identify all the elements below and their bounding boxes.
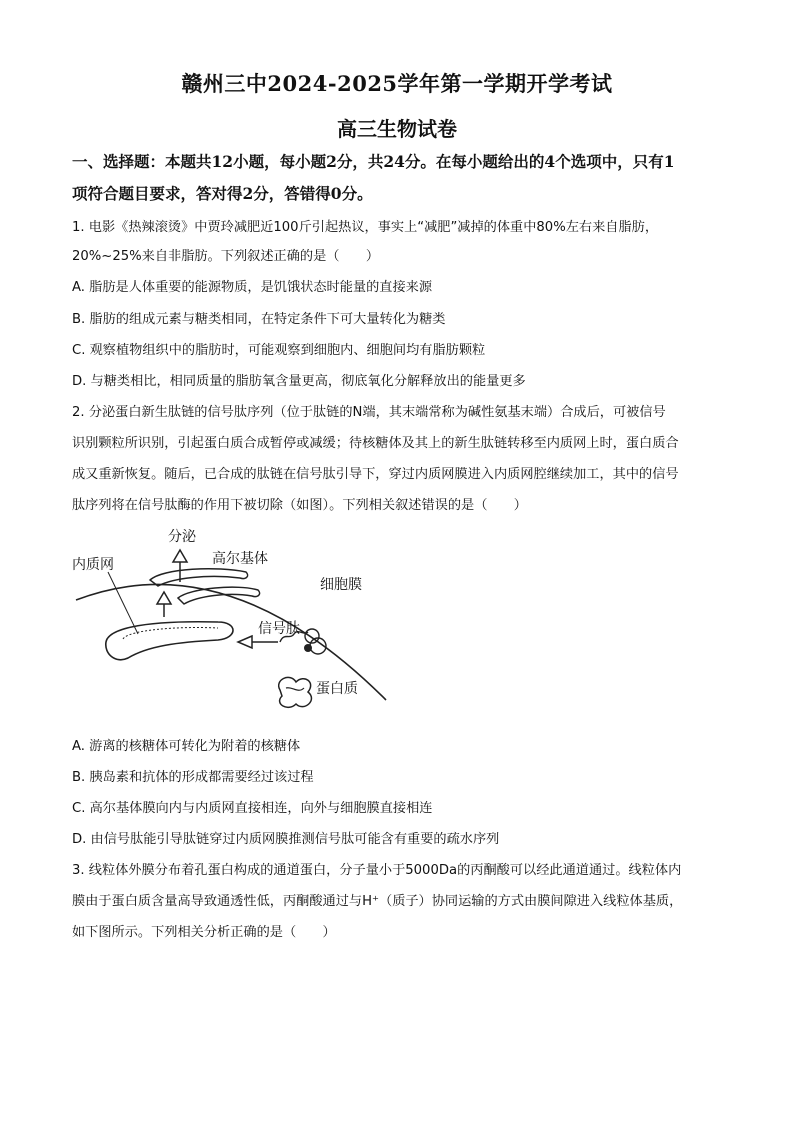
label-secretion: 分泌 — [168, 529, 196, 545]
q2-stem-line1: 2. 分泌蛋白新生肽链的信号肽序列（位于肽链的N端，其末端常称为碱性氨基末端）合成后，可被信号 — [72, 405, 666, 420]
secretion-diagram — [68, 522, 388, 722]
section-heading-line1: 一、选择题：本题共12小题，每小题2分，共24分。在每小题给出的4个选项中，只有1 — [72, 152, 675, 171]
arrow-secretion-head — [173, 550, 187, 562]
er-leader-line — [108, 572, 138, 634]
q1-stem-line2: 20%~25%来自非脂肪。下列叙述正确的是（ ） — [72, 249, 380, 264]
arrow-er-to-golgi-head — [157, 592, 171, 604]
label-golgi: 高尔基体 — [212, 551, 268, 567]
golgi-cisterna-1 — [150, 569, 248, 586]
q1-option-b: B. 脂肪的组成元素与糖类相同，在特定条件下可大量转化为糖类 — [72, 312, 446, 327]
q1-option-c: C. 观察植物组织中的脂肪时，可能观察到细胞内、细胞间均有脂肪颗粒 — [72, 343, 486, 358]
ribosome-dot — [304, 644, 312, 652]
q2-option-c: C. 高尔基体膜向内与内质网直接相连，向外与细胞膜直接相连 — [72, 801, 433, 816]
exam-title: 赣州三中2024-2025学年第一学期开学考试 — [181, 71, 613, 96]
q2-stem-line4: 肽序列将在信号肽酶的作用下被切除（如图）。下列相关叙述错误的是（ ） — [72, 498, 527, 513]
section-heading-line2: 项符合题目要求，答对得2分，答错得0分。 — [72, 184, 373, 203]
q1-stem-line1: 1. 电影《热辣滚烫》中贾玲减肥近100斤引起热议，事实上“减肥”减掉的体重中80%左右来自脂肪， — [72, 220, 659, 235]
q2-option-d: D. 由信号肽能引导肽链穿过内质网膜推测信号肽可能含有重要的疏水序列 — [72, 832, 500, 847]
q2-stem-line2: 识别颗粒所识别，引起蛋白质合成暂停或减缓；待核糖体及其上的新生肽链转移至内质网上时，蛋白质合 — [72, 436, 679, 451]
q1-option-d: D. 与糖类相比，相同质量的脂肪氧含量更高，彻底氧化分解释放出的能量更多 — [72, 374, 526, 389]
protein-blob — [279, 677, 312, 707]
q2-stem-line3: 成又重新恢复。随后，已合成的肽链在信号肽引导下，穿过内质网膜进入内质网腔继续加工，其中的信号 — [72, 467, 679, 482]
exam-subtitle: 高三生物试卷 — [337, 117, 457, 141]
q2-option-a: A. 游离的核糖体可转化为附着的核糖体 — [72, 739, 301, 754]
label-protein: 蛋白质 — [316, 681, 358, 697]
label-signal-peptide: 信号肽 — [258, 621, 300, 637]
golgi-cisterna-2 — [178, 587, 260, 604]
q1-option-a: A. 脂肪是人体重要的能源物质，是饥饿状态时能量的直接来源 — [72, 280, 433, 295]
protein-fold — [286, 688, 304, 691]
q2-option-b: B. 胰岛素和抗体的形成都需要经过该过程 — [72, 770, 314, 785]
q3-stem-line2: 膜由于蛋白质含量高导致通透性低，丙酮酸通过与H⁺（质子）协同运输的方式由膜间隙进入线粒体基质， — [72, 894, 683, 909]
label-er: 内质网 — [72, 557, 114, 573]
arrow-signal-head — [238, 636, 252, 648]
q3-stem-line3: 如下图所示。下列相关分析正确的是（ ） — [72, 925, 336, 940]
label-cell-membrane: 细胞膜 — [320, 577, 362, 593]
q3-stem-line1: 3. 线粒体外膜分布着孔蛋白构成的通道蛋白，分子量小于5000Da的丙酮酸可以经此通道通过。线粒体内 — [72, 863, 682, 878]
